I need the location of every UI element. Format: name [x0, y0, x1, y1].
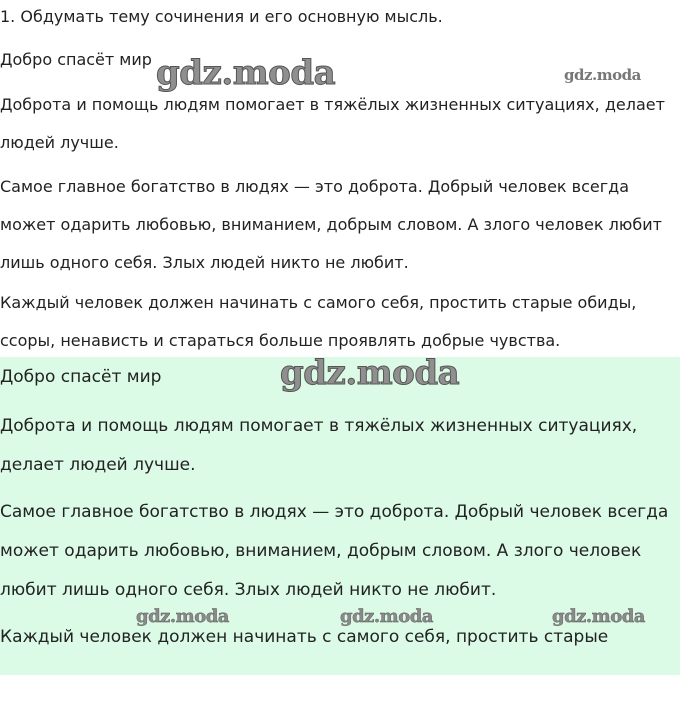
draft-p2-line-1: Самое главное богатство в людях — это доброта. Добрый человек всегда — [0, 177, 630, 196]
final-p3-line-1: Каждый человек должен начинать с самого себя, простить старые — [0, 627, 609, 647]
draft-p1-line-1: Доброта и помощь людям помогает в тяжёлых жизненных ситуациях, делает — [0, 95, 665, 114]
final-p1-line-1: Доброта и помощь людям помогает в тяжёлых жизненных ситуациях, — [0, 416, 638, 436]
final-paragraph-1 — [0, 407, 680, 485]
watermark-logo: gdz.moda — [280, 353, 460, 393]
watermark-logo: gdz.moda — [156, 53, 336, 93]
draft-p2-line-2: может одарить любовью, вниманием, добрым словом. А злого человек любит — [0, 215, 662, 234]
draft-p2-line-3: лишь одного себя. Злых людей никто не любит. — [0, 253, 409, 272]
draft-title: Добро спасёт мир — [0, 50, 152, 69]
watermark-logo: gdz.moda — [564, 66, 641, 84]
watermark-logo: gdz.moda — [136, 606, 229, 627]
watermark-logo: gdz.moda — [340, 606, 433, 627]
final-p2-line-3: любит лишь одного себя. Злых людей никто не любит. — [0, 580, 497, 600]
draft-p3-line-2: ссоры, ненависть и стараться больше проявлять добрые чувства. — [0, 331, 561, 350]
draft-p3-line-1: Каждый человек должен начинать с самого себя, простить старые обиды, — [0, 293, 637, 312]
final-title: Добро спасёт мир — [0, 367, 162, 387]
final-paragraph-2 — [0, 493, 680, 610]
final-p2-line-1: Самое главное богатство в людях — это доброта. Добрый человек всегда — [0, 502, 669, 522]
draft-p1-line-2: людей лучше. — [0, 133, 119, 152]
draft-paragraph-2 — [0, 168, 680, 282]
final-p1-line-2: делает людей лучше. — [0, 455, 196, 475]
draft-paragraph-3 — [0, 284, 680, 360]
watermark-logo: gdz.moda — [552, 606, 645, 627]
step-heading: 1. Обдумать тему сочинения и его основную мысль. — [0, 7, 443, 26]
final-essay-block — [0, 353, 680, 675]
final-p2-line-2: может одарить любовью, вниманием, добрым словом. А злого человек — [0, 541, 642, 561]
draft-paragraph-1 — [0, 86, 680, 162]
